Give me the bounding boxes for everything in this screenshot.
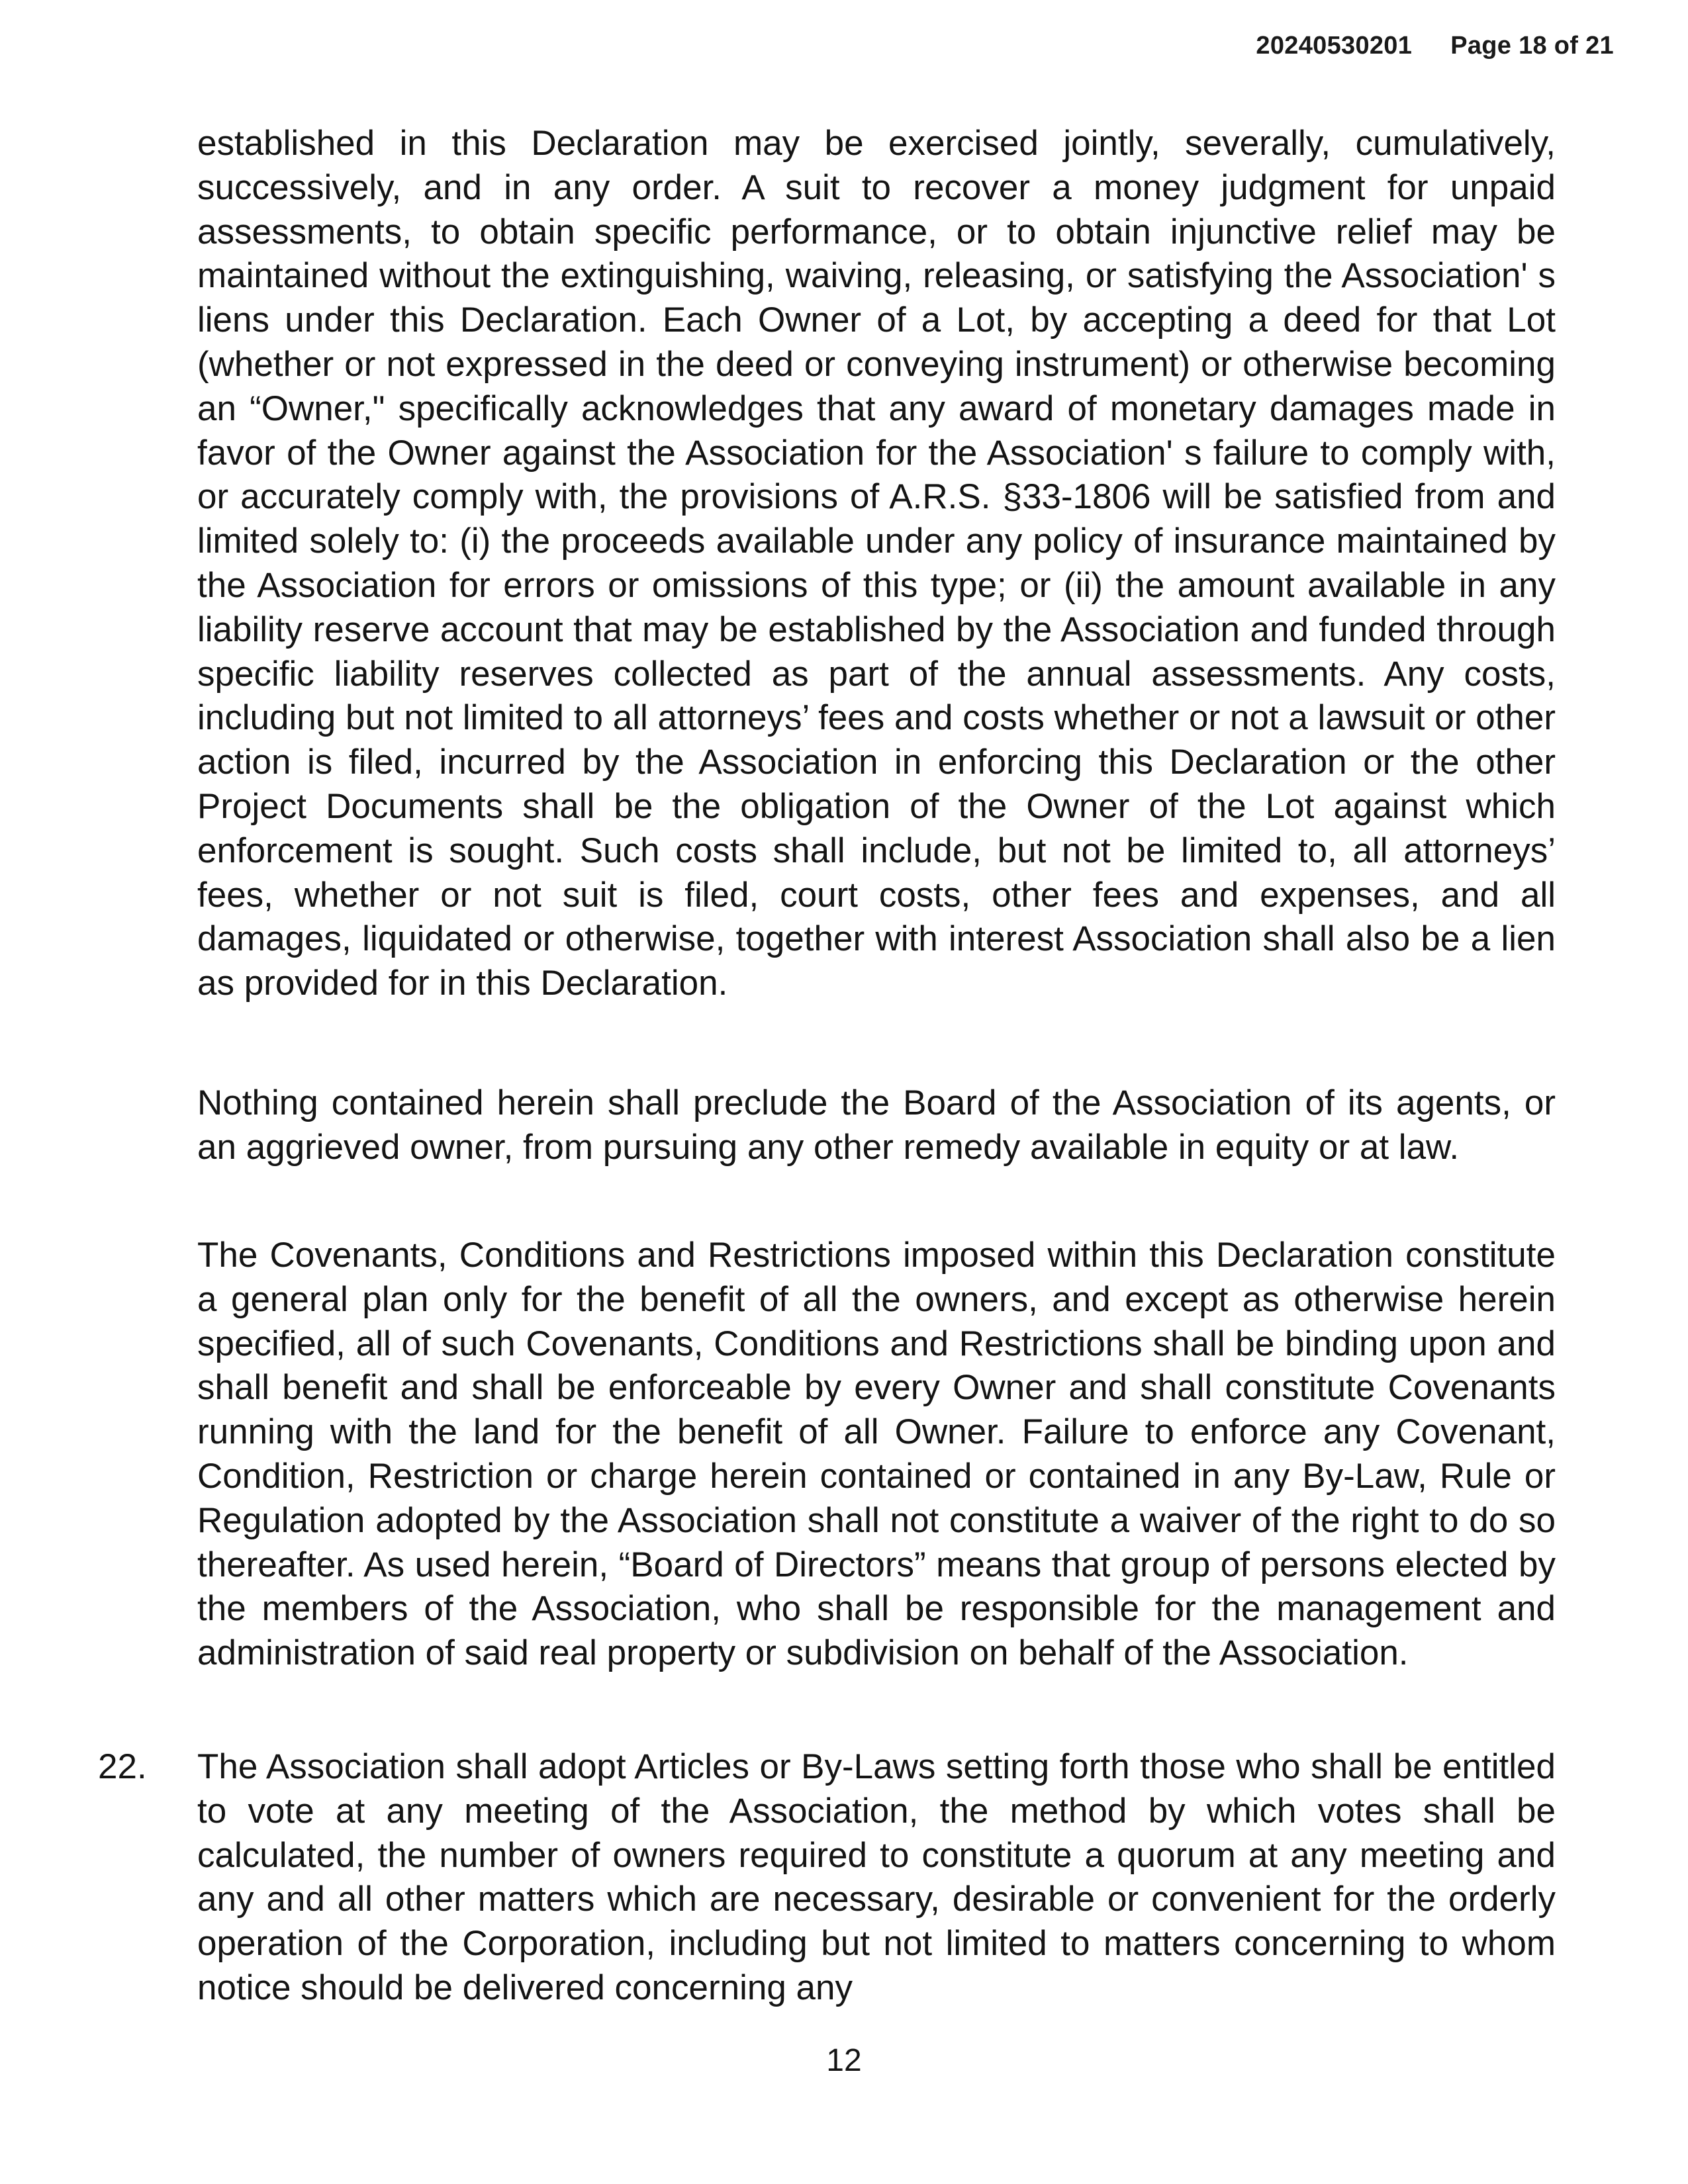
paragraph-remedies: established in this Declaration may be exercised jointly, severally, cumulatively, successively, and in any order. A suit to recover a money judgment for unpaid assessments, to obtain specific performance, or to obtain injunctive relief may be maintained without the extinguishing, waiving, releasing, or satisfying the Association' s liens under this Declaration. Each Owner of a Lot, by accepting a deed for that Lot (whether or not expressed in the deed or conveying instrument) or otherwise becoming an “Owner," specifically acknowledges that any award of monetary damages made in favor of the Owner against the Association for the Association' s failure to comply with, or accurately comply with, the provisions of A.R.S. §33-1806 will be satisfied from and limited solely to: (i) the proceeds available under any policy of insurance maintained by the Association for errors or omissions of this type; or (ii) the amount available in any liability reserve account that may be established by the Association and funded through specific liability reserves collected as part of the annual assessments. Any costs, including but not limited to all attorneys’ fees and costs whether or not a lawsuit or other action is filed, incurred by the Association in enforcing this Declaration or the other Project Documents shall be the obligation of the Owner of the Lot against which enforcement is sought. Such costs shall include, but not be limited to, all attorneys’ fees, whether or not suit is filed, court costs, other fees and expenses, and all damages, liquidated or otherwise, together with interest Association shall also be a lien as provided for in this Declaration. [197,124,1556,1003]
page-count-label: Page 18 of 21 [1450,32,1614,60]
paragraph-section-22: The Association shall adopt Articles or By-Laws setting forth those who shall be entitled to vote at any meeting of the Association, the method by which votes shall be calculated, the number of owners required to constitute a quorum at any meeting and any and all other matters which are necessary, desirable or convenient for the orderly operation of the Corporation, including but not limited to matters concerning to whom notice should be delivered concerning any [197,1747,1556,2007]
document-number: 20240530201 [1256,32,1413,60]
page-header [1256,32,1614,60]
paragraph-other-remedies: Nothing contained herein shall preclude the Board of the Association of its agents, or an aggrieved owner, from pursuing any other remedy available in equity or at law. [197,1083,1556,1167]
page-number: 12 [826,2043,862,2078]
section-number: 22. [98,1747,147,1786]
paragraph-general-plan: The Covenants, Conditions and Restrictions imposed within this Declaration constitute a general plan only for the benefit of all the owners, and except as otherwise herein specified, all of such Covenants, Conditions and Restrictions shall be binding upon and shall benefit and shall be enforceable by every Owner and shall constitute Covenants running with the land for the benefit of all Owner. Failure to enforce any Covenant, Condition, Restriction or charge herein contained or contained in any By-Law, Rule or Regulation adopted by the Association shall not constitute a waiver of the right to do so thereafter. As used herein, “Board of Directors” means that group of persons elected by the members of the Association, who shall be responsible for the management and administration of said real property or subdivision on behalf of the Association. [197,1236,1556,1673]
